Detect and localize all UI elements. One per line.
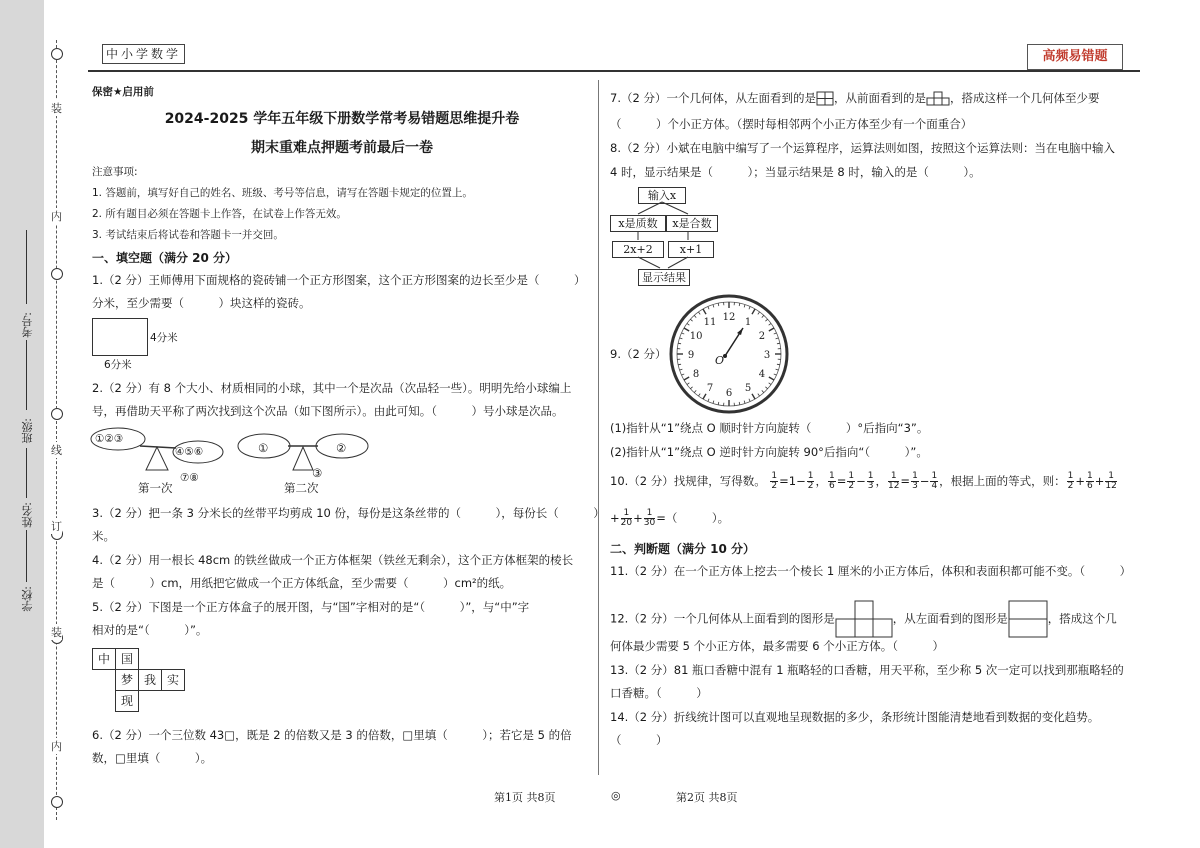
clock-tick [694, 390, 696, 392]
q2-line1: 2.（2 分）有 8 个大小、材质相同的小球，其中一个是次品（次品轻一些）。明明先给小球编上 [92, 381, 572, 395]
q14-line2: （ ） [610, 733, 668, 747]
clock-numeral: 9 [687, 350, 695, 361]
side-view-icon [1008, 600, 1048, 638]
class-line[interactable] [26, 340, 27, 410]
clock-tick [703, 309, 706, 314]
q10-text-c: =（ ）。 [656, 511, 730, 525]
clock-tick [769, 323, 771, 325]
q11: 11.（2 分）在一个正方体上挖去一个棱长 1 厘米的小正方体后，体积和表面积都可能不变。（ ） [610, 564, 1132, 578]
q5-line1: 5.（2 分）下图是一个正方体盒子的展开图，与“国”字相对的是“（ ）”，与“中”字 [92, 600, 530, 614]
clock-tick [680, 369, 683, 370]
exam-number-line[interactable] [26, 230, 27, 304]
clock-tick [765, 319, 767, 321]
balance1-aside-balls: ⑦⑧ [180, 472, 199, 484]
fraction: $\frac{1}{4}$ [931, 471, 938, 491]
clock-tick [749, 306, 750, 309]
binding-char: 内 [51, 210, 62, 223]
clock-tick [694, 315, 696, 317]
school-line[interactable] [26, 530, 27, 582]
fraction: $\frac{1}{6}$ [828, 471, 835, 491]
q7-line1 [610, 90, 1099, 106]
q10-line1: 10.（2 分）找规律，写得数。 $\frac{1}{2}$ =1− $\frac{1}{2}$ ， $\frac{1}{6}$ = $\frac{1}{2}$ − $\frac{1}{3}$ ， $\frac{1}{12}$ = $\frac{1}{3}$ − $\frac{1}{4}$ ，根据上面的等式，则： $\frac{1}{2}$ + $\frac{1}{6}$ + $\frac{1}{12}$ [610, 471, 1117, 491]
q7-text-c: ，搭成这样一个几何体至少要 [949, 91, 1100, 105]
clock-tick [687, 383, 689, 385]
fraction: $\frac{1}{2}$ [848, 471, 855, 491]
binding-char: 线 [51, 444, 62, 457]
clock-tick [687, 323, 689, 325]
clock-tick [758, 394, 760, 396]
clock-tick [684, 377, 689, 380]
clock-tick [681, 374, 684, 375]
fraction: $\frac{1}{2}$ [1067, 471, 1074, 491]
school-label: 学校: [21, 586, 34, 612]
note-item: 1. 答题前，填写好自己的姓名、班级、考号等信息，请写在答题卡规定的位置上。 [92, 187, 473, 199]
cube-net [92, 648, 202, 718]
frequent-errors-tag: 高频易错题 [1027, 44, 1123, 70]
clock-tick [774, 374, 777, 375]
clock-numeral: 11 [703, 317, 717, 329]
clock-tick [681, 333, 684, 334]
clock-numeral: 3 [763, 350, 771, 361]
q3-line1: 3.（2 分）把一条 3 分米长的丝带平均剪成 10 份，每份是这条丝带的（ ），每份长（ ） [92, 506, 605, 520]
binding-char: 装 [51, 626, 62, 639]
clock-tick [762, 315, 764, 317]
clock-numeral: 6 [725, 388, 733, 399]
clock-tick [708, 399, 709, 402]
q9-part1: (1)指针从“1”绕点 O 顺时针方向旋转（ ）°后指向“3”。 [610, 421, 929, 435]
q9-part2: (2)指针从“1”绕点 O 逆时针方向旋转 90°后指向“（ ）”。 [610, 445, 928, 459]
binding-hole [51, 48, 63, 60]
clock-tick [680, 338, 683, 339]
clock-tick [765, 387, 767, 389]
clock-tick [739, 402, 740, 405]
clock-tick [769, 328, 774, 331]
clock-tick [690, 387, 692, 389]
page-number-right: 第2页 共8页 [676, 791, 738, 804]
balance2-left-ball: ① [258, 441, 269, 455]
binding-char: 装 [51, 102, 62, 115]
front-view-icon [926, 91, 950, 106]
tile-rectangle [92, 318, 148, 356]
binding-hole [51, 796, 63, 808]
cube-net-cell: 实 [161, 669, 185, 691]
q8-line1: 8.（2 分）小斌在电脑中编写了一个运算程序，运算法则如图，按照这个运算法则：当在电脑中输入 [610, 141, 1115, 155]
binding-hole [51, 408, 63, 420]
q3-line2: 米。 [92, 529, 115, 543]
tile-width-label: 4分米 [150, 332, 178, 344]
name-line[interactable] [26, 448, 27, 498]
q6-line2: 数，□里填（ ）。 [92, 751, 213, 765]
q12-text-c: ，搭成这个几 [1047, 611, 1117, 626]
q5-line2: 相对的是“（ ）”。 [92, 623, 208, 637]
clock-center-label: O [715, 354, 725, 367]
tile-length-label: 6分米 [104, 359, 132, 371]
binding-char: 订 [51, 520, 62, 533]
q13-line2: 口香糖。（ ） [610, 686, 708, 700]
q4-line2: 是（ ）cm，用纸把它做成一个正方体纸盒，至少需要（ ）cm²的纸。 [92, 576, 512, 590]
clock-tick [758, 312, 760, 314]
clock-tick [698, 394, 700, 396]
clock-tick [690, 319, 692, 321]
balance2-right-ball: ② [336, 441, 347, 455]
clock-tick [774, 333, 777, 334]
clock-numeral: 1 [744, 317, 752, 329]
clock-tick [718, 303, 719, 306]
cube-net-cell: 现 [115, 690, 139, 712]
clock-numeral: 4 [758, 369, 766, 380]
column-divider [598, 80, 599, 775]
header-rule [88, 70, 1140, 72]
exam-title: 2024-2025 学年五年级下册数学常考易错题思维提升卷 [164, 111, 520, 127]
fraction: $\frac{1}{2}$ [771, 471, 778, 491]
section-true-false: 二、判断题（满分 10 分） [610, 542, 756, 556]
q6-line1: 6.（2 分）一个三位数 43□，既是 2 的倍数又是 3 的倍数，□里填（ ）；若它是 5 的倍 [92, 728, 572, 742]
clock-tick [713, 401, 714, 404]
q9-label: 9.（2 分） [610, 347, 667, 361]
clock-tick [777, 343, 780, 344]
top-view-icon [835, 600, 893, 638]
clock-tick [708, 306, 709, 309]
flow-prime: x是质数 [610, 215, 666, 232]
fraction: $\frac{1}{2}$ [807, 471, 814, 491]
q7-line2: （ ）个小正方体。（摆时每相邻两个小正方体至少有一个面重合） [610, 117, 973, 131]
q8-line2: 4 时，显示结果是（ ）；当显示结果是 8 时，输入的是（ ）。 [610, 165, 981, 179]
clock-tick [752, 309, 755, 314]
page-number-left: 第1页 共8页 [494, 791, 556, 804]
notes-title: 注意事项: [92, 166, 138, 178]
flow-x-plus-1: x+1 [668, 241, 714, 258]
q7-text-b: ，从前面看到的是 [833, 91, 926, 105]
flow-2x-plus-2: 2x+2 [612, 241, 664, 258]
clock-tick [776, 369, 779, 370]
flow-input: 输入x [638, 187, 686, 204]
clock-tick [718, 402, 719, 405]
q1-line1: 1.（2 分）王师傅用下面规格的瓷砖铺一个正方形图案，这个正方形图案的边长至少是（ ） [92, 273, 586, 287]
note-item: 2. 所有题目必须在答题卡上作答，在试卷上作答无效。 [92, 208, 347, 220]
q10-text-a: 10.（2 分）找规律，写得数。 [610, 474, 766, 488]
exam-subtitle: 期末重难点押题考前最后一卷 [251, 140, 433, 156]
balance2-aside-ball: ③ [312, 466, 323, 480]
clock-tick [749, 399, 750, 402]
exam-number-label: 考号: [21, 312, 34, 338]
q1-line2: 分米，至少需要（ ）块这样的瓷砖。 [92, 296, 311, 310]
q4-line1: 4.（2 分）用一根长 48cm 的铁丝做成一个正方体框架（铁丝无剩余），这个正方体框架的棱长 [92, 553, 574, 567]
clock-tick [678, 343, 681, 344]
balance2-caption: 第二次 [284, 481, 319, 495]
clock-tick [703, 394, 706, 399]
left-view-icon [816, 91, 834, 106]
clock-numeral: 10 [689, 331, 703, 342]
clock-face [667, 292, 791, 416]
clock-tick [752, 394, 755, 399]
fraction: $\frac{1}{20}$ [620, 508, 633, 528]
q10-line2: + $\frac{1}{20}$ + $\frac{1}{30}$ =（ ）。 [610, 508, 730, 528]
fraction: $\frac{1}{3}$ [867, 471, 874, 491]
balance1-right-balls: ④⑤⑥ [175, 446, 204, 458]
note-item: 3. 考试结束后将试卷和答题卡一并交回。 [92, 229, 284, 241]
clock-tick [678, 364, 681, 365]
clock-numeral: 12 [722, 312, 736, 323]
cube-net-cell: 中 [92, 648, 116, 670]
section-fill-blank: 一、填空题（满分 20 分） [92, 251, 238, 265]
q12-line2: 何体最少需要 5 个小正方体，最多需要 6 个小正方体。（ ） [610, 639, 945, 653]
q13-line1: 13.（2 分）81 瓶口香糖中混有 1 瓶略轻的口香糖，用天平称，至少称 5 次一定可以找到那瓶略轻的 [610, 663, 1124, 677]
cube-net-cell: 我 [138, 669, 162, 691]
clock-tick [777, 364, 780, 365]
clock-tick [744, 305, 745, 308]
balance1-left-balls: ①②③ [95, 433, 124, 445]
clock-tick [776, 338, 779, 339]
q12-line1 [610, 600, 1117, 638]
q12-text-a: 12.（2 分）一个几何体从上面看到的图形是 [610, 611, 835, 626]
clock-tick [769, 383, 771, 385]
fraction: $\frac{1}{12}$ [1105, 471, 1117, 491]
clock-tick [762, 390, 764, 392]
clock-numeral: 7 [706, 382, 714, 394]
clock-tick [769, 377, 774, 380]
binding-hole [51, 268, 63, 280]
cube-net-cell: 国 [115, 648, 139, 670]
flow-output: 显示结果 [638, 269, 690, 286]
binding-char: 内 [51, 740, 62, 753]
logo: 中小学数学 [102, 44, 185, 64]
fraction: $\frac{1}{3}$ [912, 471, 918, 491]
q2-line2: 号，再借助天平称了两次找到这个次品（如下图所示）。由此可知。（ ）号小球是次品。 [92, 404, 564, 418]
q14-line1: 14.（2 分）折线统计图可以直观地呈现数据的多少，条形统计图能清楚地看到数据的变化趋势。 [610, 710, 1100, 724]
clock-tick [713, 305, 714, 308]
balance1-caption: 第一次 [138, 481, 173, 495]
clock-numeral: 5 [744, 382, 752, 394]
fraction: $\frac{1}{6}$ [1087, 471, 1093, 491]
q12-text-b: ，从左面看到的图形是 [892, 611, 1008, 626]
binding-line [56, 40, 57, 820]
class-label: 班级: [21, 418, 34, 444]
q10-text-b: ，根据上面的等式，则： [939, 474, 1066, 488]
fraction: $\frac{1}{12}$ [887, 471, 900, 491]
clock-tick [684, 328, 689, 331]
secret-label: 保密★启用前 [92, 86, 154, 98]
clock-tick [744, 401, 745, 404]
q7-text-a: 7.（2 分）一个几何体，从左面看到的是 [610, 91, 816, 105]
fraction: $\frac{1}{30}$ [643, 508, 656, 528]
clock-tick [739, 303, 740, 306]
cube-net-cell: 梦 [115, 669, 139, 691]
clock-tick [698, 312, 700, 314]
clock-numeral: 2 [758, 331, 766, 342]
clock-numeral: 8 [692, 369, 700, 380]
flow-composite: x是合数 [666, 215, 718, 232]
name-label: 姓名: [21, 502, 34, 528]
footer-mark: ◎ [611, 789, 621, 802]
flowchart [610, 185, 720, 285]
